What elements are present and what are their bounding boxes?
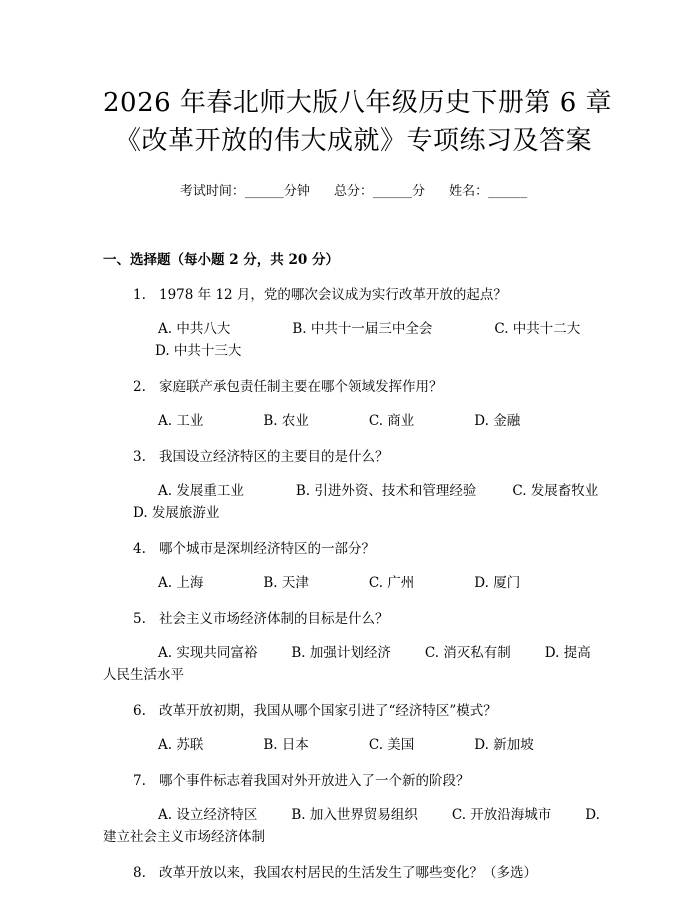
question-text: 1978 年 12 月，党的哪次会议成为实行改革开放的起点？ xyxy=(159,287,507,303)
question-text: 家庭联产承包责任制主要在哪个领域发挥作用？ xyxy=(159,379,443,395)
option-choice[interactable]: B. 农业 xyxy=(263,413,309,429)
question-item xyxy=(103,700,604,756)
question-number: 6. xyxy=(133,703,146,719)
question-text: 哪个事件标志着我国对外开放进入了一个新的阶段？ xyxy=(159,773,470,789)
option-choice[interactable]: A. 发展重工业 xyxy=(158,483,244,499)
document-title xyxy=(103,0,613,160)
question-text: 我国设立经济特区的主要目的是什么？ xyxy=(159,449,389,465)
question-list xyxy=(103,284,604,884)
question-number: 3. xyxy=(133,449,146,465)
option-choice[interactable]: A. 设立经济特区 xyxy=(158,807,258,823)
question-number: 4. xyxy=(133,541,146,557)
option-choice[interactable]: D. 中共十三大 xyxy=(155,343,242,359)
question-stem xyxy=(103,446,604,468)
question-number: 7. xyxy=(133,773,146,789)
option-choice[interactable]: A. 中共八大 xyxy=(158,321,231,337)
option-choice[interactable]: D. 提高人民生活水平 xyxy=(103,645,591,683)
exam-info xyxy=(103,180,604,200)
question-text: 改革开放初期，我国从哪个国家引进了“经济特区”模式？ xyxy=(159,703,497,719)
question-options xyxy=(103,480,604,524)
option-choice[interactable]: B. 天津 xyxy=(263,575,309,591)
option-choice[interactable]: D. 发展旅游业 xyxy=(133,505,220,521)
question-stem xyxy=(103,376,604,398)
student-name-label: 姓名：______ xyxy=(449,184,528,199)
option-choice[interactable]: B. 加入世界贸易组织 xyxy=(291,807,418,823)
question-item xyxy=(103,376,604,432)
option-choice[interactable]: B. 引进外资、技术和管理经验 xyxy=(295,483,477,499)
question-number: 5. xyxy=(133,611,146,627)
option-choice[interactable]: C. 广州 xyxy=(368,575,415,591)
option-choice[interactable]: B. 中共十一届三中全会 xyxy=(292,321,433,337)
question-item xyxy=(103,770,604,848)
option-choice[interactable]: D. 建立社会主义市场经济体制 xyxy=(103,807,600,845)
option-choice[interactable]: C. 消灭私有制 xyxy=(424,645,511,661)
question-options xyxy=(103,318,604,362)
option-choice[interactable]: D. 金融 xyxy=(474,413,521,429)
option-choice[interactable]: A. 上海 xyxy=(158,575,204,591)
total-score-label: 总分：______分 xyxy=(333,184,425,199)
question-stem xyxy=(103,770,604,792)
option-choice[interactable]: C. 商业 xyxy=(368,413,415,429)
question-text: 哪个城市是深圳经济特区的一部分？ xyxy=(159,541,375,557)
section-heading: 一、选择题（每小题 2 分，共 20 分） xyxy=(103,252,339,268)
question-item xyxy=(103,538,604,594)
option-choice[interactable]: D. 厦门 xyxy=(474,575,521,591)
exam-time-label: 考试时间：______分钟 xyxy=(179,184,310,199)
question-stem xyxy=(103,608,604,630)
title-line-2: 《改革开放的伟大成就》专项练习及答案 xyxy=(114,126,592,156)
question-item xyxy=(103,446,604,524)
question-item xyxy=(103,608,604,686)
question-options xyxy=(103,572,604,594)
option-choice[interactable]: C. 美国 xyxy=(368,737,415,753)
option-choice[interactable]: A. 工业 xyxy=(158,413,204,429)
question-item xyxy=(103,862,604,884)
option-choice[interactable]: C. 中共十二大 xyxy=(494,321,581,337)
question-number: 2. xyxy=(133,379,146,395)
option-choice[interactable]: B. 加强计划经济 xyxy=(291,645,391,661)
question-options xyxy=(103,410,604,432)
question-stem xyxy=(103,538,604,560)
question-options xyxy=(103,734,604,756)
option-choice[interactable]: B. 日本 xyxy=(263,737,309,753)
option-choice[interactable]: C. 发展畜牧业 xyxy=(512,483,599,499)
question-options xyxy=(103,642,604,686)
question-text: 改革开放以来，我国农村居民的生活发生了哪些变化？（多选） xyxy=(159,865,537,881)
option-choice[interactable]: D. 新加坡 xyxy=(474,737,534,753)
title-line-1: 2026 年春北师大版八年级历史下册第 6 章 xyxy=(103,88,613,118)
option-choice[interactable]: A. 实现共同富裕 xyxy=(158,645,258,661)
question-number: 8. xyxy=(133,865,146,881)
question-options xyxy=(103,804,604,848)
option-choice[interactable]: A. 苏联 xyxy=(158,737,204,753)
question-item xyxy=(103,284,604,362)
question-number: 1. xyxy=(133,287,146,303)
question-stem xyxy=(103,862,604,884)
question-text: 社会主义市场经济体制的目标是什么？ xyxy=(159,611,389,627)
question-stem xyxy=(103,284,604,306)
question-stem xyxy=(103,700,604,722)
option-choice[interactable]: C. 开放沿海城市 xyxy=(451,807,552,823)
